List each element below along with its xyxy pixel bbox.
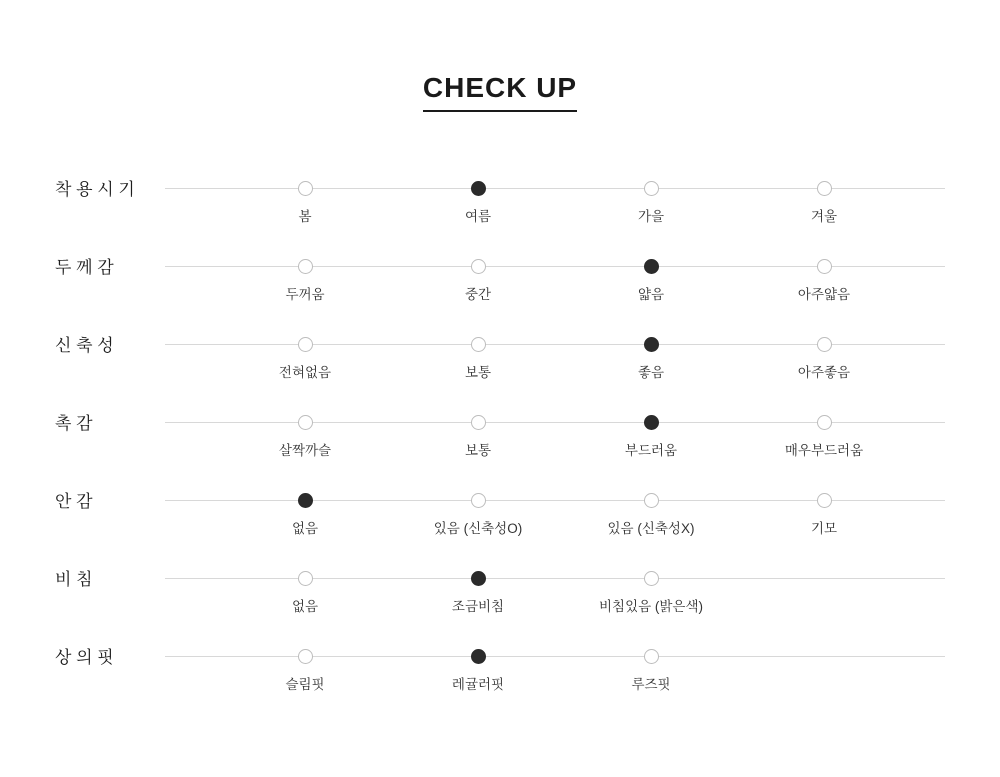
option-unselected[interactable] <box>215 623 395 693</box>
check-up-chart <box>0 155 1000 701</box>
option-label: 전혀없음 <box>278 365 332 380</box>
option-selected[interactable] <box>388 545 568 615</box>
radio-empty-icon[interactable] <box>644 571 659 586</box>
row-options <box>165 467 945 545</box>
option-label: 레귤러핏 <box>451 677 505 692</box>
check-up-row <box>0 467 1000 545</box>
option-label: 루즈핏 <box>631 677 671 692</box>
option-label: 기모 <box>810 521 838 536</box>
radio-empty-icon[interactable] <box>817 259 832 274</box>
option-label: 아주얇음 <box>797 287 851 302</box>
check-up-row <box>0 545 1000 623</box>
option-unselected[interactable] <box>561 623 741 693</box>
option-unselected[interactable] <box>388 311 568 381</box>
option-label: 없음 <box>291 599 319 614</box>
radio-empty-icon[interactable] <box>298 181 313 196</box>
option-label: 비침있음 (밝은색) <box>598 599 704 614</box>
row-label: 신 축 성 <box>55 336 114 355</box>
row-options <box>165 233 945 311</box>
row-options <box>165 311 945 389</box>
radio-empty-icon[interactable] <box>817 337 832 352</box>
option-label: 조금비침 <box>451 599 505 614</box>
page-title: CHECK UP <box>423 72 577 112</box>
option-unselected[interactable] <box>215 233 395 303</box>
option-selected[interactable] <box>215 467 395 537</box>
option-unselected[interactable] <box>215 155 395 225</box>
radio-empty-icon[interactable] <box>298 649 313 664</box>
radio-empty-icon[interactable] <box>644 649 659 664</box>
row-options <box>165 155 945 233</box>
option-unselected[interactable] <box>734 155 914 225</box>
option-label: 아주좋음 <box>797 365 851 380</box>
option-unselected[interactable] <box>734 389 914 459</box>
option-selected[interactable] <box>561 233 741 303</box>
radio-filled-icon[interactable] <box>471 181 486 196</box>
option-label: 봄 <box>298 209 312 224</box>
radio-empty-icon[interactable] <box>298 337 313 352</box>
option-label: 있음 (신축성O) <box>433 521 523 536</box>
option-unselected[interactable] <box>215 311 395 381</box>
option-unselected[interactable] <box>215 545 395 615</box>
row-label: 두 께 감 <box>55 258 114 277</box>
row-label: 안 감 <box>55 492 93 511</box>
option-label: 있음 (신축성X) <box>607 521 695 536</box>
option-label: 얇음 <box>637 287 665 302</box>
check-up-row <box>0 233 1000 311</box>
check-up-row <box>0 389 1000 467</box>
option-unselected[interactable] <box>215 389 395 459</box>
radio-empty-icon[interactable] <box>817 493 832 508</box>
radio-filled-icon[interactable] <box>644 415 659 430</box>
row-options <box>165 389 945 467</box>
option-label: 두꺼움 <box>285 287 325 302</box>
radio-empty-icon[interactable] <box>817 415 832 430</box>
radio-empty-icon[interactable] <box>471 415 486 430</box>
option-label: 보통 <box>464 365 492 380</box>
radio-empty-icon[interactable] <box>471 493 486 508</box>
option-selected[interactable] <box>388 155 568 225</box>
option-unselected[interactable] <box>388 389 568 459</box>
radio-empty-icon[interactable] <box>817 181 832 196</box>
radio-filled-icon[interactable] <box>298 493 313 508</box>
option-label: 중간 <box>464 287 492 302</box>
radio-empty-icon[interactable] <box>298 571 313 586</box>
radio-filled-icon[interactable] <box>471 649 486 664</box>
option-unselected[interactable] <box>561 155 741 225</box>
radio-empty-icon[interactable] <box>644 493 659 508</box>
radio-filled-icon[interactable] <box>471 571 486 586</box>
radio-empty-icon[interactable] <box>298 415 313 430</box>
option-label: 없음 <box>291 521 319 536</box>
option-label: 가을 <box>637 209 665 224</box>
option-label: 겨울 <box>810 209 838 224</box>
row-options <box>165 545 945 623</box>
option-label: 부드러움 <box>624 443 678 458</box>
option-label: 좋음 <box>637 365 665 380</box>
check-up-row <box>0 155 1000 233</box>
option-label: 살짝까슬 <box>278 443 332 458</box>
row-label: 착 용 시 기 <box>55 180 135 199</box>
row-label: 비 침 <box>55 570 93 589</box>
radio-empty-icon[interactable] <box>298 259 313 274</box>
option-label: 여름 <box>464 209 492 224</box>
option-unselected[interactable] <box>734 311 914 381</box>
row-options <box>165 623 945 701</box>
radio-empty-icon[interactable] <box>644 181 659 196</box>
radio-filled-icon[interactable] <box>644 337 659 352</box>
radio-empty-icon[interactable] <box>471 337 486 352</box>
radio-filled-icon[interactable] <box>644 259 659 274</box>
page-title-container <box>0 72 1000 112</box>
option-unselected[interactable] <box>388 233 568 303</box>
option-selected[interactable] <box>388 623 568 693</box>
option-label: 매우부드러움 <box>784 443 864 458</box>
option-selected[interactable] <box>561 311 741 381</box>
option-selected[interactable] <box>561 389 741 459</box>
option-unselected[interactable] <box>561 467 741 537</box>
option-label: 보통 <box>464 443 492 458</box>
check-up-row <box>0 623 1000 701</box>
check-up-row <box>0 311 1000 389</box>
radio-empty-icon[interactable] <box>471 259 486 274</box>
option-unselected[interactable] <box>561 545 741 615</box>
option-label: 슬림핏 <box>285 677 325 692</box>
option-unselected[interactable] <box>388 467 568 537</box>
row-label: 상 의 핏 <box>55 648 114 667</box>
option-unselected[interactable] <box>734 467 914 537</box>
row-label: 촉 감 <box>55 414 93 433</box>
option-unselected[interactable] <box>734 233 914 303</box>
